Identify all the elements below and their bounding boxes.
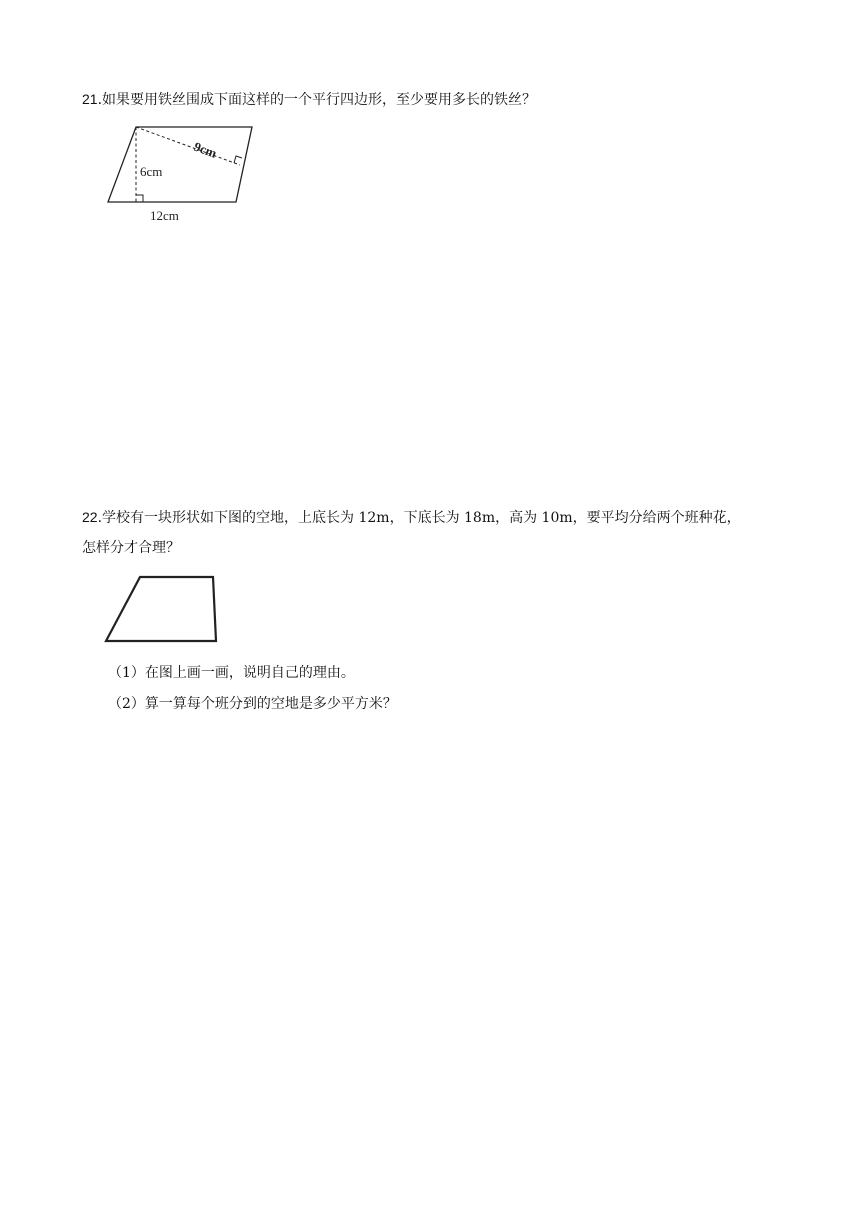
slant-height-label: 9cm [191,138,219,161]
question-22-sep: . [97,510,103,526]
sub-question-2: （2）算一算每个班分到的空地是多少平方米？ [108,696,397,712]
question-21-number: 21 [82,91,98,107]
question-21-sep: . [97,92,103,108]
parallelogram-outline [108,127,252,202]
question-21-text [82,84,536,115]
trapezoid-outline [106,577,216,641]
sub-question-1: （1）在图上画一画，说明自己的理由。 [108,665,355,681]
right-angle-mark-base [136,195,143,202]
question-22-text-line2 [82,533,180,563]
slant-height-dashed-line [136,127,240,165]
question-21-body: 如果要用铁丝围成下面这样的一个平行四边形，至少要用多长的铁丝？ [102,92,537,108]
base-label: 12cm [150,208,179,223]
question-22-text-line1 [82,502,741,533]
height-label: 6cm [140,164,163,179]
question-22-body-line1: 学校有一块形状如下图的空地，上底长为 12m，下底长为 18m，高为 10m，要平均分给两个班种花， [102,510,741,526]
trapezoid-figure [100,572,224,648]
question-22-number: 22 [82,509,98,525]
parallelogram-figure [100,120,260,226]
right-angle-mark-side [234,156,242,163]
question-22-body-line2: 怎样分才合理？ [82,540,180,556]
